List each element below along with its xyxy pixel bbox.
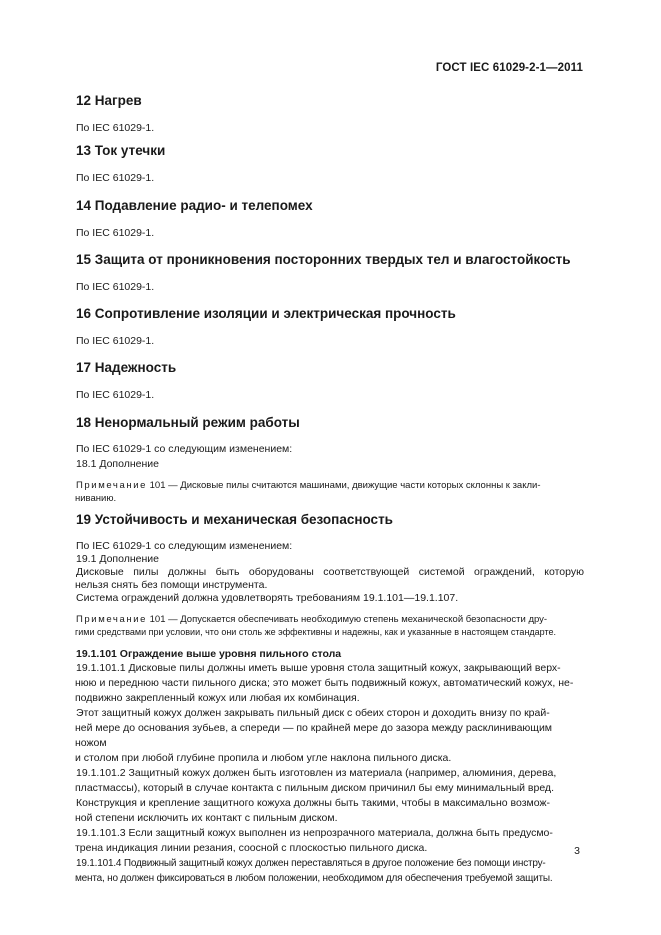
paragraph-line: ней мере до основания зубьев, а спереди — по крайней мере до зазора между расклинивающим ножом	[75, 722, 553, 749]
section-12	[76, 92, 154, 136]
section-15	[76, 251, 596, 295]
paragraph-line: мента, но должен фиксироваться в любом положении, необходимом для обеспечения требуемой защиты.	[75, 873, 553, 884]
note	[76, 613, 584, 626]
paragraph-line: Конструкция и крепление защитного кожуха должны быть такими, чтобы в максимально возмож-	[76, 797, 551, 809]
paragraph-line: 19.1.101.3 Если защитный кожух выполнен из непрозрачного материала, должна быть предусмо-	[76, 827, 553, 839]
subsection-body	[76, 661, 584, 886]
section-13	[76, 142, 165, 186]
paragraph: Дисковые пилы должны быть оборудованы соответствующей системой ограждений, которую	[76, 566, 584, 578]
paragraph: нельзя снять без помощи инструмента.	[75, 579, 268, 591]
standard-code: ГОСТ IEC 61029-2-1—2011	[435, 62, 583, 74]
paragraph-line: пластмассы), который в случае контакта с пильным диском причинил бы ему минимальный вред.	[75, 782, 554, 794]
section-heading: 17 Надежность	[76, 360, 177, 375]
section-text: По IEC 61029-1.	[76, 122, 155, 134]
section-text: По IEC 61029-1 со следующим изменением:	[76, 443, 293, 455]
note-continuation: гими средствами при условии, что они столь же эффективны и надежны, как и указанные в настоящем стандарте.	[75, 627, 556, 637]
paragraph-line: ной степени исключить их контакт с пильным диском.	[75, 812, 338, 824]
paragraph-line: трена индикация линии резания, соосной с плоскостью пильного диска.	[75, 842, 428, 854]
section-text: По IEC 61029-1.	[76, 227, 155, 239]
section-text: По IEC 61029-1.	[76, 281, 155, 293]
section-17	[76, 359, 176, 403]
paragraph-line: 19.1.101.1 Дисковые пилы должны иметь выше уровня стола защитный кожух, закрывающий верх-	[76, 662, 561, 674]
section-heading: 16 Сопротивление изоляции и электрическая прочность	[76, 306, 456, 321]
subsection-heading: 19.1.101 Ограждение выше уровня пильного стола	[76, 648, 342, 660]
paragraph-line: нюю и переднюю части пильного диска; это может быть подвижный кожух, автоматический кожух, не-	[75, 677, 574, 689]
paragraph-line: подвижно закрепленный кожух или любая их комбинация.	[75, 692, 360, 704]
section-heading: 14 Подавление радио- и телепомех	[76, 198, 313, 213]
paragraph-line: 19.1.101.2 Защитный кожух должен быть изготовлен из материала (например, алюминия, дерева,	[76, 767, 557, 779]
page-number: 3	[574, 845, 580, 857]
paragraph-line: и столом при любой глубине пропила и любом угле наклона пильного диска.	[75, 752, 452, 764]
section-text: По IEC 61029-1.	[76, 389, 155, 401]
section-text: По IEC 61029-1.	[76, 335, 155, 347]
note-text: 101 — Допускается обеспечивать необходимую степень механической безопасности дру-	[149, 614, 548, 625]
note-label: Примечание	[76, 614, 147, 625]
section-14	[76, 197, 313, 241]
paragraph: Система ограждений должна удовлетворять требованиям 19.1.101—19.1.107.	[76, 592, 459, 604]
section-heading: 12 Нагрев	[76, 93, 142, 108]
note	[76, 479, 584, 492]
section-heading: 19 Устойчивость и механическая безопасность	[76, 512, 393, 527]
section-18	[76, 414, 584, 505]
section-19	[76, 511, 584, 886]
section-heading: 13 Ток утечки	[76, 143, 166, 158]
section-heading: 15 Защита от проникновения посторонних твердых тел и влагостойкость	[76, 252, 571, 267]
paragraph-line: 19.1.101.4 Подвижный защитный кожух должен переставляться в другое положение без помощи инстру-	[76, 858, 546, 869]
subsection-label: 19.1 Дополнение	[76, 553, 159, 565]
section-text: По IEC 61029-1.	[76, 172, 155, 184]
note-continuation: ниванию.	[75, 493, 117, 504]
section-16	[76, 305, 456, 349]
paragraph-line: Этот защитный кожух должен закрывать пильный диск с обеих сторон и доходить внизу по край-	[76, 707, 550, 719]
section-text: По IEC 61029-1 со следующим изменением:	[76, 540, 293, 552]
section-heading: 18 Ненормальный режим работы	[76, 415, 300, 430]
subsection-label: 18.1 Дополнение	[76, 458, 159, 470]
note-text: 101 — Дисковые пилы считаются машинами, движущие части которых склонны к закли-	[149, 480, 541, 491]
note-label: Примечание	[76, 480, 147, 491]
